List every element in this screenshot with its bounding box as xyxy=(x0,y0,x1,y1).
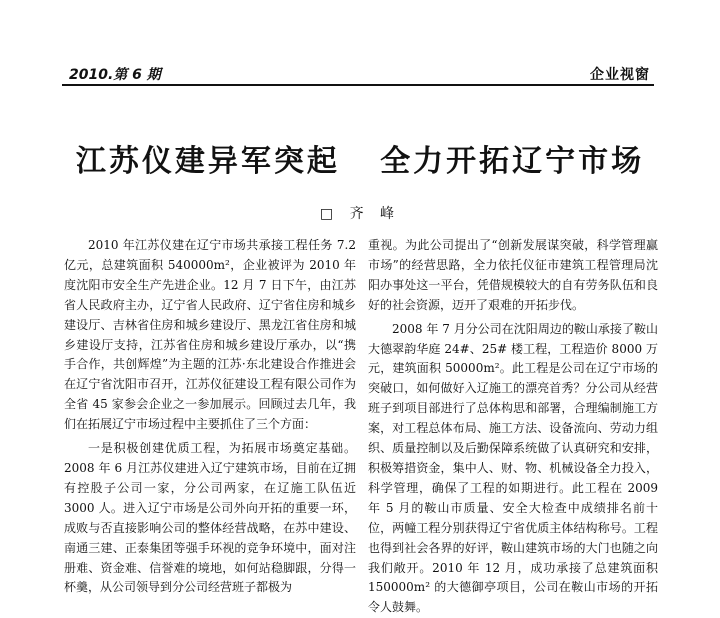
header-rule xyxy=(62,84,654,86)
paragraph: 2010 年江苏仪建在辽宁市场共承接工程任务 7.2 亿元，总建筑面积 540000m²，企业被评为 2010 年度沈阳市安全生产先进企业。12 月 7 日下午，由江苏省人民政府主办，辽宁省人民政府、辽宁省住房和城乡建设厅、吉林省住房和城乡建设厅、黑龙江省住房和城乡建设厅支持，江苏省住房和城乡建设厅承办，以“携手合作，共创辉煌”为主题的江苏·东北建设合作推进会在辽宁省沈阳市召开，江苏仪征建设工程有限公司作为全省 45 家参会企业之一参加展示。回顾过去几年，我们在拓展辽宁市场过程中主要抓住了三个方面： xyxy=(64,238,356,432)
text-column-right xyxy=(368,236,658,618)
paragraph: 一是积极创建优质工程，为拓展市场奠定基础。2008 年 6 月江苏仪建进入辽宁建筑市场，目前在辽拥有控股子公司一家，分公司两家，在辽施工队伍近 3000 人。进入辽宁市场是公司外向开拓的重要一环，成败与否直接影响公司的整体经营战略，在苏中建设、南通三建、正泰集团等强手环视的竞争环境中，面对注册难、资金难、信誉难的境地，如何站稳脚跟，分得一杯羹，从公司领导到分公司经营班子都极为 xyxy=(64,441,356,595)
article-title: 江苏仪建异军突起 全力开拓辽宁市场 xyxy=(75,144,645,179)
running-header xyxy=(64,62,652,84)
section-label: 企业视窗 xyxy=(590,67,650,83)
paragraph: 2008 年 7 月分公司在沈阳周边的鞍山承接了鞍山大德翠韵华庭 24#、25# 楼工程，工程造价 8000 万元，建筑面积 50000m²。此工程是公司在辽宁市场的突破口，如何做好入辽施工的漂亮首秀？分公司从经营班子到项目部进行了总体构思和部署，合理编制施工方案，对工程总体布局、施工方法、设备流向、劳动力组织、质量控制以及后勤保障系统做了认真研究和安排，积极筹措资金，集中人、财、物、机械设备全力投入，科学管理，确保了工程的如期进行。此工程在 2009 年 5 月的鞍山市质量、安全大检查中成绩排名前十位，两幢工程分别获得辽宁省优质主体结构称号。工程也得到社会各界的好评，鞍山建筑市场的大门也随之向我们敞开。2010 年 12 月，成功承接了总建筑面积 150000m² 的大德御亭项目，公司在鞍山市场的开拓令人鼓舞。 xyxy=(368,321,658,615)
text-column-left xyxy=(64,236,356,598)
article-author: □ 齐 峰 xyxy=(319,206,401,222)
issue-label: 2010.第 6 期 xyxy=(69,67,161,83)
paragraph: 重视。为此公司提出了“创新发展谋突破，科学管理赢市场”的经营思路，全力依托仪征市建筑工程管理局沈阳办事处这一平台，凭借规模较大的自有劳务队伍和良好的社会资源，迈开了艰难的开拓步伐。 xyxy=(368,238,658,312)
